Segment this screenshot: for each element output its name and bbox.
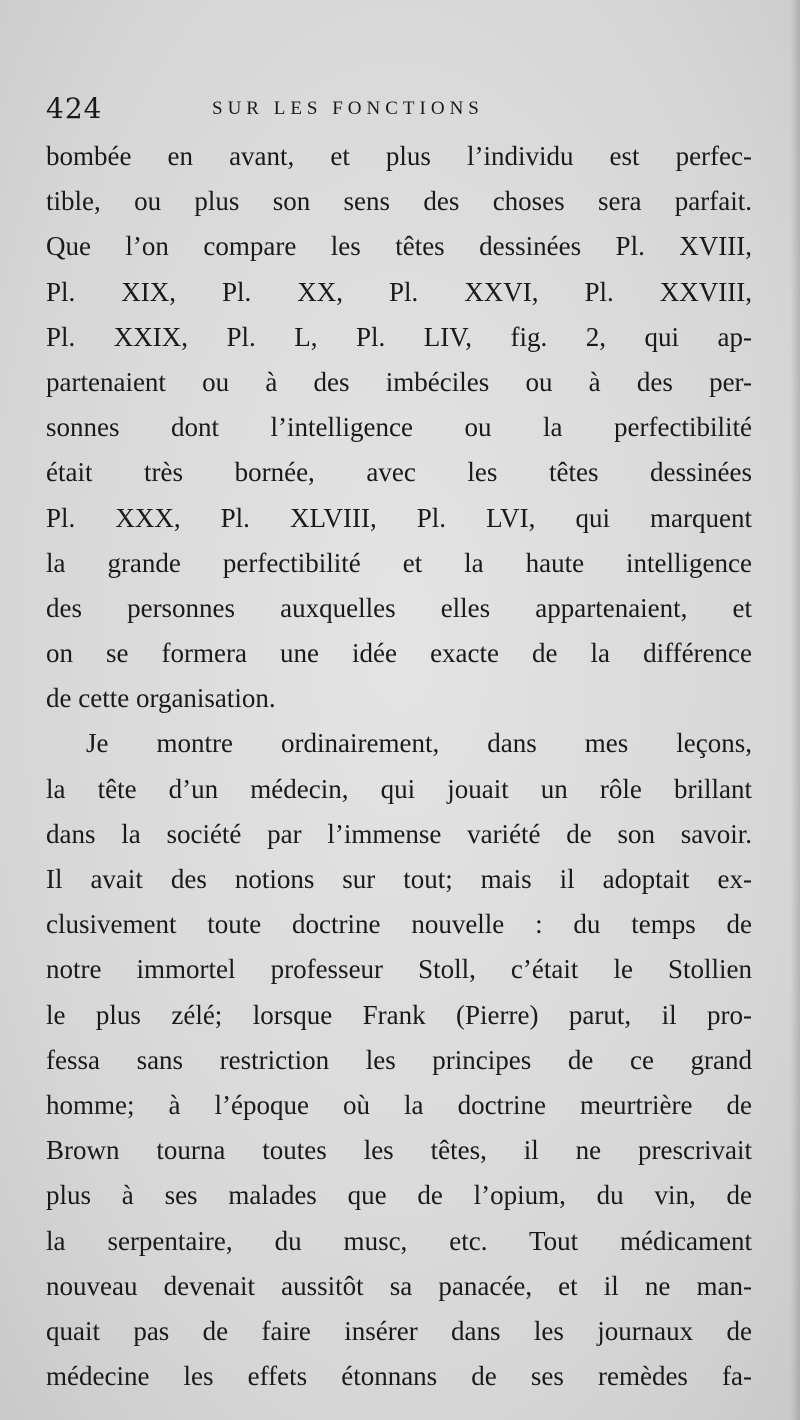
text-line: Brown tourna toutes les têtes, il ne prescrivait [46,1135,752,1166]
text-line: tible, ou plus son sens des choses sera parfait. [46,186,752,217]
text-line: des personnes auxquelles elles appartenaient, et [46,592,752,623]
page-edge-shadow [790,0,800,1420]
text-line: plus à ses malades que de l’opium, du vin, de [46,1180,752,1211]
text-line: était très bornée, avec les têtes dessinées [46,457,752,488]
text-line: nouveau devenait aussitôt sa panacée, et il ne man- [46,1270,752,1301]
page-number: 424 [46,92,103,125]
paragraph-end-line: de cette organisation. [46,683,276,714]
text-line: Pl. XXIX, Pl. L, Pl. LIV, fig. 2, qui ap- [46,321,752,352]
text-line: la serpentaire, du musc, etc. Tout médicament [46,1225,752,1256]
text-line: partenaient ou à des imbéciles ou à des per- [46,366,752,397]
text-line: notre immortel professeur Stoll, c’était le Stollien [46,954,752,985]
text-line: bombée en avant, et plus l’individu est perfec- [46,141,752,171]
text-line: Pl. XIX, Pl. XX, Pl. XXVI, Pl. XXVIII, [46,276,752,307]
text-line: la grande perfectibilité et la haute intelligence [46,547,752,578]
text-line: sonnes dont l’intelligence ou la perfectibilité [46,412,752,443]
text-line: la tête d’un médecin, qui jouait un rôle brillant [46,773,752,804]
text-line: clusivement toute doctrine nouvelle : du temps de [46,909,752,940]
text-line: fessa sans restriction les principes de ce grand [46,1044,752,1075]
text-line: quait pas de faire insérer dans les journaux de [46,1315,752,1346]
body-text [46,134,752,1399]
text-line: médecine les effets étonnans de ses remèdes fa- [46,1361,752,1392]
running-head: SUR LES FONCTIONS [212,98,484,119]
page-header [46,92,760,132]
text-line: Pl. XXX, Pl. XLVIII, Pl. LVI, qui marquent [46,502,752,533]
paragraph-start-line: Je montre ordinairement, dans mes leçons, [86,728,752,759]
text-line: homme; à l’époque où la doctrine meurtrière de [46,1089,752,1120]
text-line: dans la société par l’immense variété de son savoir. [46,818,752,849]
text-line: on se formera une idée exacte de la différence [46,638,752,669]
text-line: le plus zélé; lorsque Frank (Pierre) parut, il pro- [46,999,752,1030]
text-line: Que l’on compare les têtes dessinées Pl. XVIII, [46,231,752,262]
text-line: Il avait des notions sur tout; mais il adoptait ex- [46,864,752,894]
